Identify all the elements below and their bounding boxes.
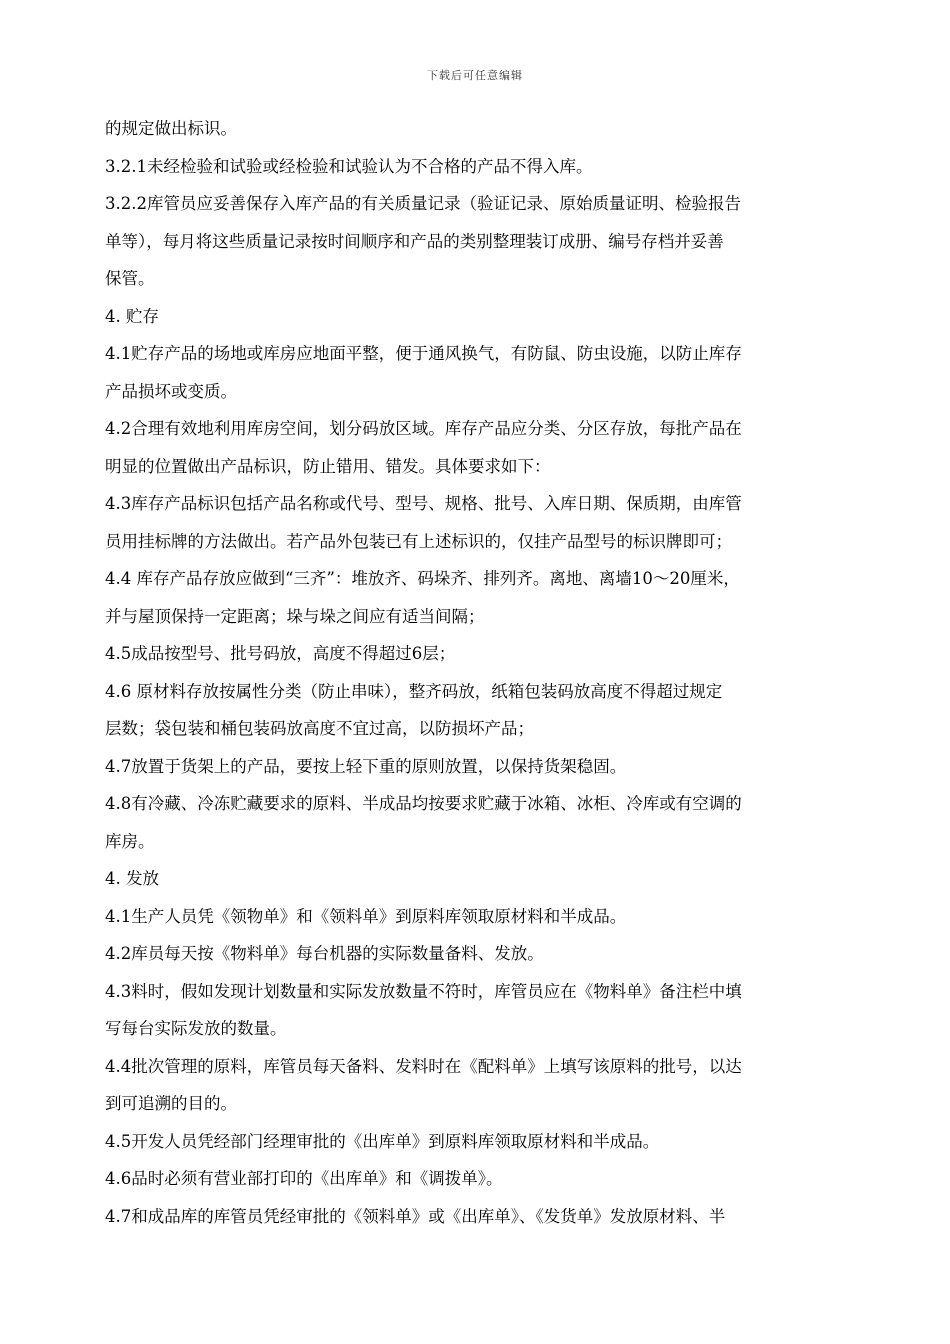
text-line: 4.4批次管理的原料，库管员每天备料、发料时在《配料单》上填写该原料的批号，以达 <box>105 1056 742 1076</box>
text-line: 员用挂标牌的方法做出。若产品外包装已有上述标识的，仅挂产品型号的标识牌即可； <box>105 531 732 551</box>
text-line: 明显的位置做出产品标识，防止错用、错发。具体要求如下： <box>105 456 551 476</box>
text-line: 3.2.2库管员应妥善保存入库产品的有关质量记录（验证记录、原始质量证明、检验报告 <box>105 194 741 213</box>
text-line: 单等），每月将这些质量记录按时间顺序和产品的类别整理装订成册、编号存档并妥善 <box>105 231 724 251</box>
text-line: 4.3料时，假如发现计划数量和实际发放数量不符时，库管员应在《物料单》备注栏中填 <box>105 981 742 1001</box>
document-body <box>105 110 853 1235</box>
text-line: 层数；袋包装和桶包装码放高度不宜过高，以防损坏产品； <box>105 719 534 738</box>
text-line: 4.1生产人员凭《领物单》和《领料单》到原料库领取原材料和半成品。 <box>105 906 627 926</box>
text-line: 4.7和成品库的库管员凭经审批的《领料单》或《出库单》、《发货单》发放原材料、半 <box>105 1206 726 1226</box>
text-line: 4.6 原材料存放按属性分类（防止串味），整齐码放，纸箱包装码放高度不得超过规定 <box>105 681 723 701</box>
text-line: 4.4 库存产品存放应做到“三齐”：堆放齐、码垛齐、排列齐。离地、离墙10～20厘米， <box>105 569 740 588</box>
text-line: 4.2合理有效地利用库房空间，划分码放区域。库存产品应分类、分区存放，每批产品在 <box>105 419 742 438</box>
text-line: 4.5开发人员凭经部门经理审批的《出库单》到原料库领取原材料和半成品。 <box>105 1131 660 1151</box>
text-line: 4.1贮存产品的场地或库房应地面平整，便于通风换气，有防鼠、防虫设施，以防止库存 <box>105 344 742 363</box>
header-note: 下载后可任意编辑 <box>427 69 523 82</box>
text-line: 保管。 <box>105 269 155 288</box>
text-line: 4.5成品按型号、批号码放，高度不得超过6层； <box>105 644 456 663</box>
text-line: 4.7放置于货架上的产品，要按上轻下重的原则放置，以保持货架稳固。 <box>105 756 627 776</box>
text-line: 4.3库存产品标识包括产品名称或代号、型号、规格、批号、入库日期、保质期，由库管 <box>105 494 742 513</box>
section-heading: 4. 贮存 <box>105 306 159 326</box>
text-line: 并与屋顶保持一定距离；垛与垛之间应有适当间隔； <box>105 606 485 626</box>
text-line: 4.2库员每天按《物料单》每台机器的实际数量备料、发放。 <box>105 944 544 963</box>
section-heading: 4. 发放 <box>105 869 159 888</box>
text-line: 3.2.1未经检验和试验或经检验和试验认为不合格的产品不得入库。 <box>105 156 593 176</box>
text-line: 4.8有冷藏、冷冻贮藏要求的原料、半成品均按要求贮藏于冰箱、冰柜、冷库或有空调的 <box>105 794 742 813</box>
text-line: 写每台实际发放的数量。 <box>105 1019 287 1038</box>
text-line: 产品损坏或变质。 <box>105 381 237 401</box>
text-line: 到可追溯的目的。 <box>105 1094 237 1113</box>
text-line: 的规定做出标识。 <box>105 119 237 138</box>
text-line: 4.6品时必须有营业部打印的《出库单》和《调拨单》。 <box>105 1169 503 1188</box>
text-line: 库房。 <box>105 831 155 851</box>
